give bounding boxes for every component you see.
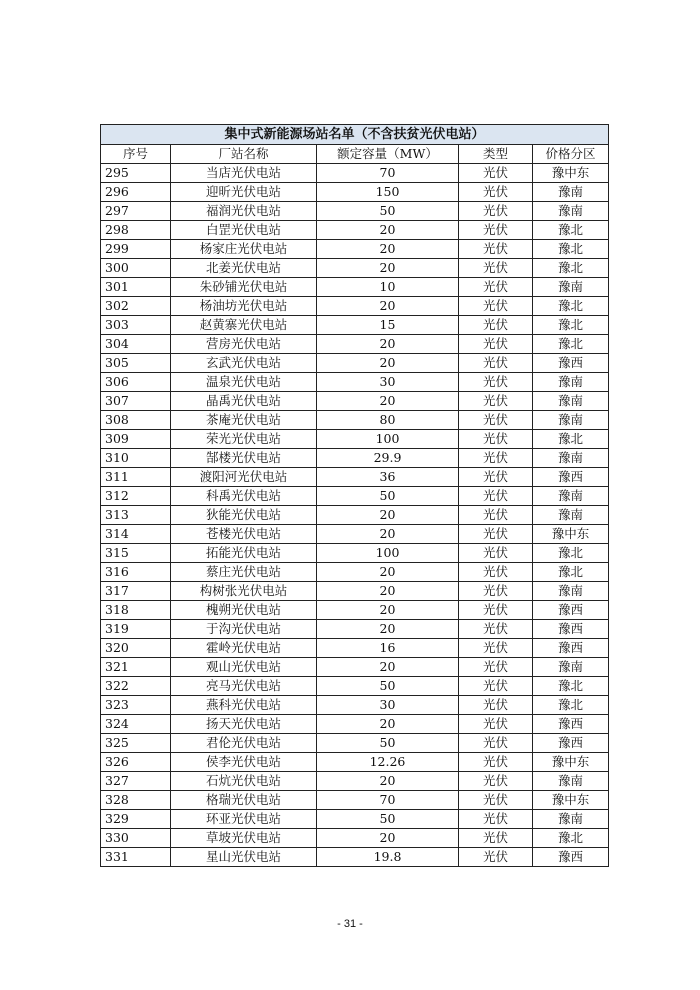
cell-seq: 309 [101, 430, 171, 449]
header-type: 类型 [459, 145, 533, 164]
cell-seq: 310 [101, 449, 171, 468]
cell-seq: 321 [101, 658, 171, 677]
cell-seq: 306 [101, 373, 171, 392]
cell-price-zone: 豫北 [533, 829, 609, 848]
cell-price-zone: 豫西 [533, 468, 609, 487]
cell-seq: 318 [101, 601, 171, 620]
cell-price-zone: 豫南 [533, 658, 609, 677]
cell-price-zone: 豫中东 [533, 525, 609, 544]
cell-capacity: 20 [317, 715, 459, 734]
cell-type: 光伏 [459, 392, 533, 411]
cell-type: 光伏 [459, 202, 533, 221]
cell-seq: 328 [101, 791, 171, 810]
cell-type: 光伏 [459, 259, 533, 278]
cell-capacity: 50 [317, 677, 459, 696]
cell-type: 光伏 [459, 772, 533, 791]
cell-type: 光伏 [459, 506, 533, 525]
cell-price-zone: 豫中东 [533, 753, 609, 772]
cell-price-zone: 豫北 [533, 335, 609, 354]
table-row [101, 620, 609, 639]
cell-station-name: 营房光伏电站 [171, 335, 317, 354]
cell-station-name: 霍岭光伏电站 [171, 639, 317, 658]
cell-station-name: 玄武光伏电站 [171, 354, 317, 373]
table-row [101, 297, 609, 316]
cell-price-zone: 豫南 [533, 202, 609, 221]
cell-price-zone: 豫北 [533, 221, 609, 240]
cell-type: 光伏 [459, 677, 533, 696]
table-title-row [101, 125, 609, 145]
cell-type: 光伏 [459, 658, 533, 677]
cell-seq: 311 [101, 468, 171, 487]
table-row [101, 411, 609, 430]
cell-station-name: 渡阳河光伏电站 [171, 468, 317, 487]
cell-seq: 298 [101, 221, 171, 240]
cell-type: 光伏 [459, 335, 533, 354]
cell-price-zone: 豫南 [533, 373, 609, 392]
cell-price-zone: 豫南 [533, 487, 609, 506]
cell-station-name: 白罡光伏电站 [171, 221, 317, 240]
cell-type: 光伏 [459, 829, 533, 848]
cell-seq: 325 [101, 734, 171, 753]
cell-type: 光伏 [459, 354, 533, 373]
cell-station-name: 亮马光伏电站 [171, 677, 317, 696]
cell-station-name: 格瑞光伏电站 [171, 791, 317, 810]
cell-price-zone: 豫南 [533, 449, 609, 468]
cell-type: 光伏 [459, 411, 533, 430]
cell-capacity: 50 [317, 487, 459, 506]
cell-capacity: 20 [317, 829, 459, 848]
cell-station-name: 于沟光伏电站 [171, 620, 317, 639]
cell-capacity: 36 [317, 468, 459, 487]
cell-capacity: 50 [317, 202, 459, 221]
cell-seq: 313 [101, 506, 171, 525]
cell-capacity: 20 [317, 221, 459, 240]
table-row [101, 658, 609, 677]
cell-type: 光伏 [459, 164, 533, 183]
cell-price-zone: 豫北 [533, 430, 609, 449]
cell-capacity: 20 [317, 620, 459, 639]
cell-type: 光伏 [459, 601, 533, 620]
table-title: 集中式新能源场站名单（不含扶贫光伏电站） [101, 125, 609, 145]
cell-price-zone: 豫南 [533, 506, 609, 525]
cell-price-zone: 豫中东 [533, 164, 609, 183]
cell-capacity: 20 [317, 658, 459, 677]
cell-type: 光伏 [459, 582, 533, 601]
cell-capacity: 29.9 [317, 449, 459, 468]
cell-seq: 315 [101, 544, 171, 563]
cell-type: 光伏 [459, 316, 533, 335]
cell-type: 光伏 [459, 791, 533, 810]
cell-station-name: 草坡光伏电站 [171, 829, 317, 848]
cell-price-zone: 豫南 [533, 392, 609, 411]
cell-station-name: 福润光伏电站 [171, 202, 317, 221]
table-row [101, 202, 609, 221]
cell-seq: 305 [101, 354, 171, 373]
cell-capacity: 70 [317, 791, 459, 810]
cell-seq: 330 [101, 829, 171, 848]
cell-station-name: 杨油坊光伏电站 [171, 297, 317, 316]
cell-capacity: 100 [317, 430, 459, 449]
cell-station-name: 星山光伏电站 [171, 848, 317, 867]
cell-seq: 314 [101, 525, 171, 544]
cell-capacity: 20 [317, 259, 459, 278]
table-row [101, 164, 609, 183]
cell-seq: 296 [101, 183, 171, 202]
cell-price-zone: 豫西 [533, 601, 609, 620]
cell-seq: 312 [101, 487, 171, 506]
table-row [101, 525, 609, 544]
cell-station-name: 蔡庄光伏电站 [171, 563, 317, 582]
table-row [101, 677, 609, 696]
cell-capacity: 30 [317, 373, 459, 392]
table-row [101, 430, 609, 449]
cell-price-zone: 豫南 [533, 183, 609, 202]
cell-price-zone: 豫西 [533, 734, 609, 753]
cell-capacity: 20 [317, 297, 459, 316]
table-row [101, 392, 609, 411]
table-row [101, 278, 609, 297]
cell-capacity: 50 [317, 734, 459, 753]
table-header-row [101, 145, 609, 164]
cell-price-zone: 豫北 [533, 259, 609, 278]
cell-type: 光伏 [459, 487, 533, 506]
cell-price-zone: 豫南 [533, 411, 609, 430]
cell-station-name: 扬天光伏电站 [171, 715, 317, 734]
table-row [101, 848, 609, 867]
cell-seq: 329 [101, 810, 171, 829]
cell-capacity: 80 [317, 411, 459, 430]
table-row [101, 563, 609, 582]
cell-price-zone: 豫北 [533, 240, 609, 259]
cell-type: 光伏 [459, 297, 533, 316]
cell-price-zone: 豫西 [533, 620, 609, 639]
cell-type: 光伏 [459, 810, 533, 829]
cell-station-name: 侯李光伏电站 [171, 753, 317, 772]
cell-seq: 295 [101, 164, 171, 183]
cell-type: 光伏 [459, 449, 533, 468]
cell-capacity: 16 [317, 639, 459, 658]
cell-station-name: 郜楼光伏电站 [171, 449, 317, 468]
cell-seq: 319 [101, 620, 171, 639]
table-row [101, 373, 609, 392]
cell-type: 光伏 [459, 468, 533, 487]
cell-capacity: 20 [317, 563, 459, 582]
cell-capacity: 20 [317, 525, 459, 544]
cell-type: 光伏 [459, 715, 533, 734]
table-row [101, 506, 609, 525]
cell-seq: 301 [101, 278, 171, 297]
cell-seq: 304 [101, 335, 171, 354]
table-row [101, 601, 609, 620]
cell-capacity: 30 [317, 696, 459, 715]
cell-capacity: 20 [317, 335, 459, 354]
cell-seq: 317 [101, 582, 171, 601]
table-row [101, 582, 609, 601]
table-row [101, 221, 609, 240]
cell-seq: 302 [101, 297, 171, 316]
cell-capacity: 70 [317, 164, 459, 183]
cell-station-name: 燕科光伏电站 [171, 696, 317, 715]
table-row [101, 639, 609, 658]
table-body [101, 164, 609, 867]
cell-seq: 316 [101, 563, 171, 582]
table-row [101, 753, 609, 772]
cell-type: 光伏 [459, 734, 533, 753]
cell-capacity: 20 [317, 240, 459, 259]
cell-price-zone: 豫南 [533, 278, 609, 297]
cell-price-zone: 豫南 [533, 810, 609, 829]
cell-capacity: 100 [317, 544, 459, 563]
cell-capacity: 20 [317, 582, 459, 601]
cell-price-zone: 豫北 [533, 297, 609, 316]
cell-type: 光伏 [459, 183, 533, 202]
cell-station-name: 朱砂铺光伏电站 [171, 278, 317, 297]
header-station-name: 厂站名称 [171, 145, 317, 164]
table-row [101, 487, 609, 506]
cell-station-name: 荣光光伏电站 [171, 430, 317, 449]
table-row [101, 335, 609, 354]
cell-price-zone: 豫南 [533, 772, 609, 791]
table-row [101, 449, 609, 468]
cell-station-name: 杨家庄光伏电站 [171, 240, 317, 259]
cell-seq: 308 [101, 411, 171, 430]
cell-seq: 303 [101, 316, 171, 335]
header-seq: 序号 [101, 145, 171, 164]
cell-seq: 320 [101, 639, 171, 658]
cell-capacity: 20 [317, 506, 459, 525]
cell-station-name: 苍楼光伏电站 [171, 525, 317, 544]
cell-station-name: 赵黄寨光伏电站 [171, 316, 317, 335]
cell-type: 光伏 [459, 240, 533, 259]
cell-station-name: 观山光伏电站 [171, 658, 317, 677]
cell-type: 光伏 [459, 639, 533, 658]
cell-seq: 331 [101, 848, 171, 867]
cell-seq: 323 [101, 696, 171, 715]
cell-type: 光伏 [459, 430, 533, 449]
cell-price-zone: 豫西 [533, 715, 609, 734]
table-row [101, 259, 609, 278]
cell-capacity: 150 [317, 183, 459, 202]
cell-station-name: 狄能光伏电站 [171, 506, 317, 525]
station-table [100, 124, 609, 867]
cell-station-name: 晶禹光伏电站 [171, 392, 317, 411]
cell-type: 光伏 [459, 848, 533, 867]
cell-capacity: 50 [317, 810, 459, 829]
table-row [101, 829, 609, 848]
cell-type: 光伏 [459, 278, 533, 297]
cell-type: 光伏 [459, 525, 533, 544]
cell-seq: 307 [101, 392, 171, 411]
cell-price-zone: 豫中东 [533, 791, 609, 810]
table-row [101, 240, 609, 259]
cell-seq: 324 [101, 715, 171, 734]
cell-station-name: 构树张光伏电站 [171, 582, 317, 601]
cell-price-zone: 豫西 [533, 354, 609, 373]
cell-capacity: 20 [317, 392, 459, 411]
cell-station-name: 温泉光伏电站 [171, 373, 317, 392]
cell-seq: 327 [101, 772, 171, 791]
cell-capacity: 20 [317, 601, 459, 620]
cell-seq: 326 [101, 753, 171, 772]
cell-capacity: 19.8 [317, 848, 459, 867]
cell-capacity: 12.26 [317, 753, 459, 772]
table-row [101, 734, 609, 753]
cell-seq: 297 [101, 202, 171, 221]
cell-type: 光伏 [459, 753, 533, 772]
cell-capacity: 20 [317, 354, 459, 373]
cell-capacity: 20 [317, 772, 459, 791]
table-row [101, 183, 609, 202]
table-row [101, 810, 609, 829]
cell-type: 光伏 [459, 620, 533, 639]
cell-type: 光伏 [459, 373, 533, 392]
table-row [101, 468, 609, 487]
cell-price-zone: 豫西 [533, 639, 609, 658]
cell-station-name: 君伦光伏电站 [171, 734, 317, 753]
cell-station-name: 北姜光伏电站 [171, 259, 317, 278]
cell-type: 光伏 [459, 544, 533, 563]
cell-station-name: 拓能光伏电站 [171, 544, 317, 563]
cell-seq: 300 [101, 259, 171, 278]
cell-price-zone: 豫北 [533, 544, 609, 563]
cell-price-zone: 豫南 [533, 582, 609, 601]
page-number: - 31 - [337, 918, 363, 930]
cell-capacity: 15 [317, 316, 459, 335]
cell-station-name: 环亚光伏电站 [171, 810, 317, 829]
table-row [101, 696, 609, 715]
cell-price-zone: 豫北 [533, 316, 609, 335]
table-row [101, 772, 609, 791]
cell-price-zone: 豫北 [533, 677, 609, 696]
cell-station-name: 当店光伏电站 [171, 164, 317, 183]
cell-type: 光伏 [459, 221, 533, 240]
cell-station-name: 茶庵光伏电站 [171, 411, 317, 430]
cell-type: 光伏 [459, 563, 533, 582]
table-row [101, 316, 609, 335]
cell-price-zone: 豫西 [533, 848, 609, 867]
table-row [101, 791, 609, 810]
cell-price-zone: 豫北 [533, 696, 609, 715]
table-row [101, 715, 609, 734]
cell-station-name: 槐朔光伏电站 [171, 601, 317, 620]
cell-station-name: 石炕光伏电站 [171, 772, 317, 791]
cell-station-name: 迎昕光伏电站 [171, 183, 317, 202]
table-row [101, 354, 609, 373]
cell-seq: 322 [101, 677, 171, 696]
cell-capacity: 10 [317, 278, 459, 297]
header-price-zone: 价格分区 [533, 145, 609, 164]
table-row [101, 544, 609, 563]
cell-type: 光伏 [459, 696, 533, 715]
cell-seq: 299 [101, 240, 171, 259]
cell-price-zone: 豫北 [533, 563, 609, 582]
cell-station-name: 科禹光伏电站 [171, 487, 317, 506]
header-capacity: 额定容量（MW） [317, 145, 459, 164]
